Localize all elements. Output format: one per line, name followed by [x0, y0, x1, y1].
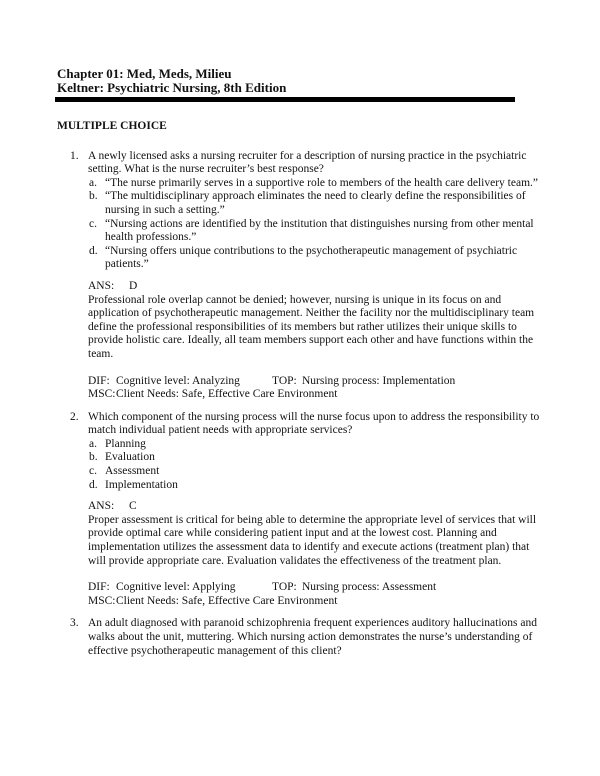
dif-value: Cognitive level: Applying	[116, 581, 236, 594]
option-letter: c.	[89, 465, 97, 478]
title-underline-rule	[55, 97, 515, 102]
option-b	[89, 451, 543, 465]
option-d	[89, 245, 543, 272]
msc-value: Client Needs: Safe, Effective Care Environment	[116, 594, 338, 607]
msc-label: MSC:	[88, 388, 116, 401]
question-stem: A newly licensed asks a nursing recruiter for a description of nursing practice in the psychiatric setting. What is the nurse recruiter’s best response?	[88, 149, 527, 176]
chapter-title: Chapter 01: Med, Meds, Milieu	[57, 66, 232, 81]
option-text: “The nurse primarily serves in a supportive role to members of the health care delivery team.”	[105, 176, 539, 189]
answer-value: D	[129, 279, 138, 292]
option-c	[89, 218, 543, 245]
msc-label: MSC:	[88, 594, 116, 607]
option-letter: b.	[89, 190, 98, 203]
option-b	[89, 190, 543, 217]
question-3	[70, 617, 543, 658]
option-letter: b.	[89, 451, 98, 464]
msc-value: Client Needs: Safe, Effective Care Environment	[116, 388, 338, 401]
section-heading: MULTIPLE CHOICE	[57, 120, 167, 132]
option-letter: a.	[89, 437, 97, 450]
question-2	[70, 411, 543, 609]
option-letter: c.	[89, 217, 97, 230]
option-letter: d.	[89, 244, 98, 257]
dif-value: Cognitive level: Analyzing	[116, 374, 240, 387]
question-stem: An adult diagnosed with paranoid schizophrenia frequent experiences auditory hallucinations and walks about the unit, muttering. Which nursing action demonstrates the nurse’s understanding of effective psychotherapeutic management of this client?	[88, 617, 537, 657]
option-a	[89, 177, 543, 191]
option-text: “Nursing offers unique contributions to the psychotherapeutic management of psychiatric patients.”	[105, 244, 518, 271]
book-title: Keltner: Psychiatric Nursing, 8th Edition	[57, 80, 287, 95]
top-value: Nursing process: Assessment	[302, 581, 437, 594]
dif-label: DIF:	[88, 581, 110, 594]
answer-label: ANS:	[88, 279, 115, 292]
question-metadata	[88, 581, 543, 608]
question-number: 3.	[70, 617, 79, 630]
option-text: Evaluation	[105, 451, 155, 464]
dif-label: DIF:	[88, 374, 110, 387]
question-stem: Which component of the nursing process will the nurse focus upon to address the responsibility to match individual patient needs with appropriate services?	[88, 410, 540, 437]
answer-row	[88, 280, 543, 294]
top-value: Nursing process: Implementation	[302, 374, 456, 387]
option-text: Planning	[105, 437, 146, 450]
option-d	[89, 479, 543, 493]
dif-top-row	[88, 581, 543, 595]
msc-row	[88, 595, 543, 609]
top-label: TOP:	[272, 374, 297, 387]
option-letter: a.	[89, 176, 97, 189]
answer-row	[88, 500, 543, 514]
option-letter: d.	[89, 478, 98, 491]
option-text: “Nursing actions are identified by the institution that distinguishes nursing from other mental health professions.”	[105, 217, 534, 244]
question-list	[57, 150, 543, 659]
answer-value: C	[129, 500, 137, 513]
option-c	[89, 465, 543, 479]
rationale: Professional role overlap cannot be denied; however, nursing is unique in its focus on and application of psychotherapeutic management. Neither the facility nor the multidisciplinary team define the professional responsibilities of its members but rather utilizes their unique skills to provide holistic care. Ideally, all team members support each other and have functions within the team.	[88, 293, 535, 360]
option-text: “The multidisciplinary approach eliminates the need to clearly define the responsibilities of nursing in such a setting.”	[105, 190, 526, 216]
dif-top-row	[88, 375, 543, 389]
msc-row	[88, 388, 543, 402]
option-text: Implementation	[105, 478, 178, 491]
question-number: 1.	[70, 149, 79, 162]
document-header	[57, 67, 543, 102]
answer-label: ANS:	[88, 500, 115, 513]
option-text: Assessment	[105, 465, 160, 478]
option-a	[89, 438, 543, 452]
top-label: TOP:	[272, 581, 297, 594]
question-1	[70, 150, 543, 402]
question-metadata	[88, 375, 543, 402]
question-number: 2.	[70, 410, 79, 423]
rationale: Proper assessment is critical for being able to determine the appropriate level of services that will provide optimal care while considering patient input and at the lowest cost. Planning and implementation utilizes the assessment data to identify and execute actions (treatment plan) that will provide appropriate care. Evaluation validates the effectiveness of the treatment plan.	[88, 513, 537, 567]
